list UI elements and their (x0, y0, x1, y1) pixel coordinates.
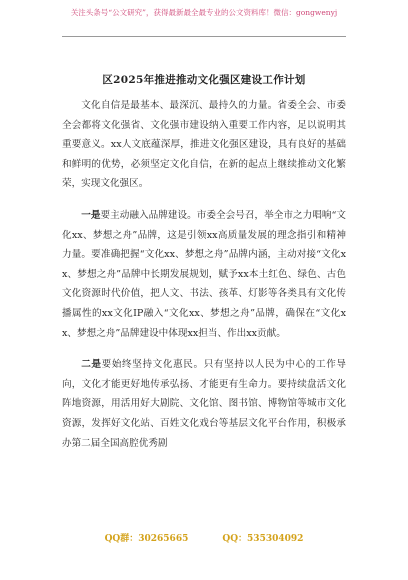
paragraph-lead: 一是 (81, 209, 101, 221)
document-body (62, 96, 346, 453)
paragraph-text: 要始终坚持文化惠民。只有坚持以人民为中心的工作导向，文化才能更好地传承弘扬、才能更有生命力。要持续盘活文化阵地资源，用活用好大剧院、文化馆、图书馆、博物馆等城市文化资源，发挥好文化站、百姓文化戏台等基层文化平台作用，积极承办第二届全国高腔优秀剧 (62, 359, 347, 449)
header-promo-text: 关注头条号“公文研究”，获得最新最全最专业的公文资料库！微信：gongwenyj (70, 8, 338, 17)
paragraph-lead: 二是 (81, 359, 102, 371)
paragraph-intro (62, 96, 346, 194)
paragraph-text: 要主动融入品牌建设。市委全会号召，举全市之力唱响“文化xx、梦想之舟”品牌，这是引领xx高质量发展的理念指引和精神力量。要准确把握“文化xx、梦想之舟”品牌内涵，主动对接“文化xx、梦想之舟”品牌中长期发展规划，赋予xx本土红色、绿色、古色文化资源时代价值，把人文、书法、孩革、灯影等各类具有文化传播属性的xx文化IP融入“文化xx、梦想之舟”品牌，确保在“文化xx、梦想之舟”品牌建设中体现xx担当、作出xx贡献。 (62, 209, 347, 339)
footer-qq-group-number: 30265665 (138, 534, 189, 544)
document-title: 区2025年推进推动文化强区建设工作计划 (102, 74, 306, 86)
header-promo-note (0, 8, 408, 18)
footer-qq-number: 535304092 (247, 534, 304, 544)
footer-qq-group-label: QQ群： (104, 534, 139, 544)
footer-contact (0, 533, 408, 545)
paragraph-point-two (62, 355, 346, 453)
paragraph-point-one (62, 206, 346, 343)
footer-qq-label: QQ： (222, 534, 248, 544)
header-divider (62, 36, 346, 37)
paragraph-text: 文化自信是最基本、最深沉、最持久的力量。省委全会、市委全会都将文化强省、文化强市建设纳入重要工作内容，足以说明其重要意义。xx人文底蕴深厚，推进文化强区建设，具有良好的基础和鲜明的优势，必须坚定文化自信，在新的起点上继续推动文化繁荣，实现文化强区。 (62, 100, 346, 190)
